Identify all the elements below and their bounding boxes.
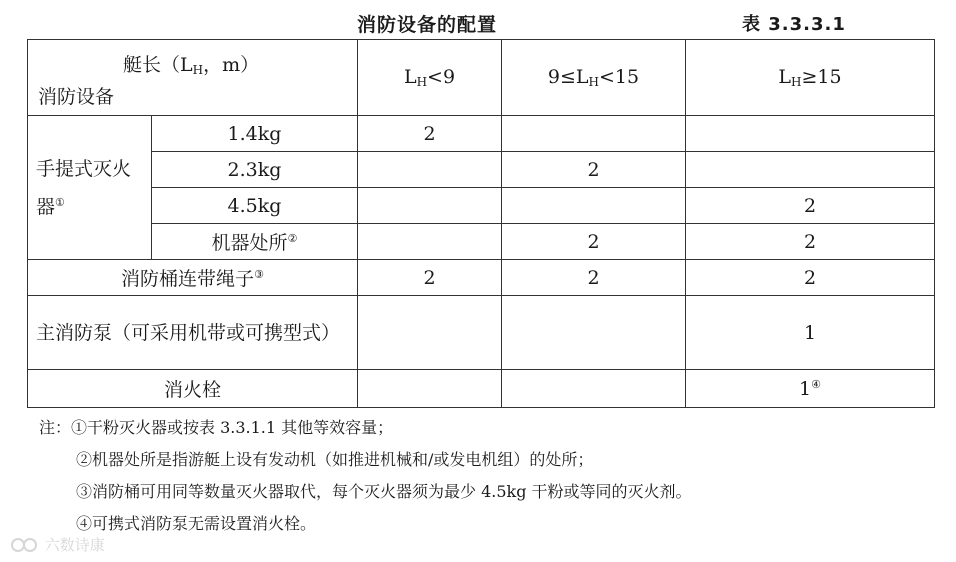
table-number: 表 3.3.3.1 — [742, 14, 846, 35]
cell-value: 2 — [358, 116, 502, 152]
cell-value — [502, 370, 686, 408]
watermark-text: 六数诗康 — [44, 536, 105, 554]
row-label: 消火栓 — [28, 370, 358, 408]
cell-value: 2 — [502, 260, 686, 296]
title-row — [0, 10, 956, 38]
row-label: 主消防泵（可采用机带或可携型式） — [28, 296, 358, 370]
fire-equipment-table — [27, 39, 935, 408]
cell-value: 2 — [358, 260, 502, 296]
cell-value — [502, 116, 686, 152]
table-row — [28, 188, 935, 224]
cell-value — [686, 116, 935, 152]
table-row — [28, 224, 935, 260]
diagonal-header-cell — [28, 40, 358, 116]
equipment-header: 消防设备 — [38, 86, 115, 108]
notes-section — [39, 415, 692, 543]
cell-value — [502, 188, 686, 224]
cell-value — [686, 152, 935, 188]
cell-value: 2 — [502, 224, 686, 260]
col-header-lh-lt-9: $L_H<9$ — [358, 40, 502, 116]
cell-value: 1 — [686, 296, 935, 370]
note-1: 注：①干粉灭火器或按表 3.3.1.1 其他等效容量； — [39, 418, 394, 437]
note-2: ②机器处所是指游艇上设有发动机（如推进机械和/或发电机组）的处所； — [76, 450, 594, 469]
table-row — [28, 116, 935, 152]
watermark — [10, 534, 105, 555]
row-label: 1.4kg — [152, 116, 358, 152]
table-title: 消防设备的配置 — [357, 14, 498, 36]
row-label: 消防桶连带绳子③ — [28, 260, 358, 296]
table-row — [28, 370, 935, 408]
table-row — [28, 260, 935, 296]
cell-value: 1④ — [686, 370, 935, 408]
length-header: 艇长（$L_H$，m） — [123, 54, 260, 77]
cell-value: 2 — [686, 260, 935, 296]
extinguisher-group-label: 手提式灭火器① — [28, 116, 152, 260]
row-label: 4.5kg — [152, 188, 358, 224]
col-header-lh-ge-15: $L_H\ge 15$ — [686, 40, 935, 116]
col-header-9-to-15: $9\le L_H<15$ — [502, 40, 686, 116]
cell-value — [358, 296, 502, 370]
table-row — [28, 152, 935, 188]
header-row — [28, 40, 935, 116]
cell-value: 2 — [502, 152, 686, 188]
note-3: ③消防桶可用同等数量灭火器取代，每个灭火器须为最少 4.5kg 干粉或等同的灭火剂。 — [76, 482, 692, 501]
cell-value — [358, 370, 502, 408]
cell-value — [358, 152, 502, 188]
cell-value — [358, 188, 502, 224]
table-row — [28, 296, 935, 370]
watermark-logo-icon — [10, 537, 40, 553]
row-label: 2.3kg — [152, 152, 358, 188]
note-4: ④可携式消防泵无需设置消火栓。 — [76, 514, 317, 533]
cell-value: 2 — [686, 224, 935, 260]
cell-value — [358, 224, 502, 260]
cell-value: 2 — [686, 188, 935, 224]
row-label: 机器处所② — [152, 224, 358, 260]
cell-value — [502, 296, 686, 370]
